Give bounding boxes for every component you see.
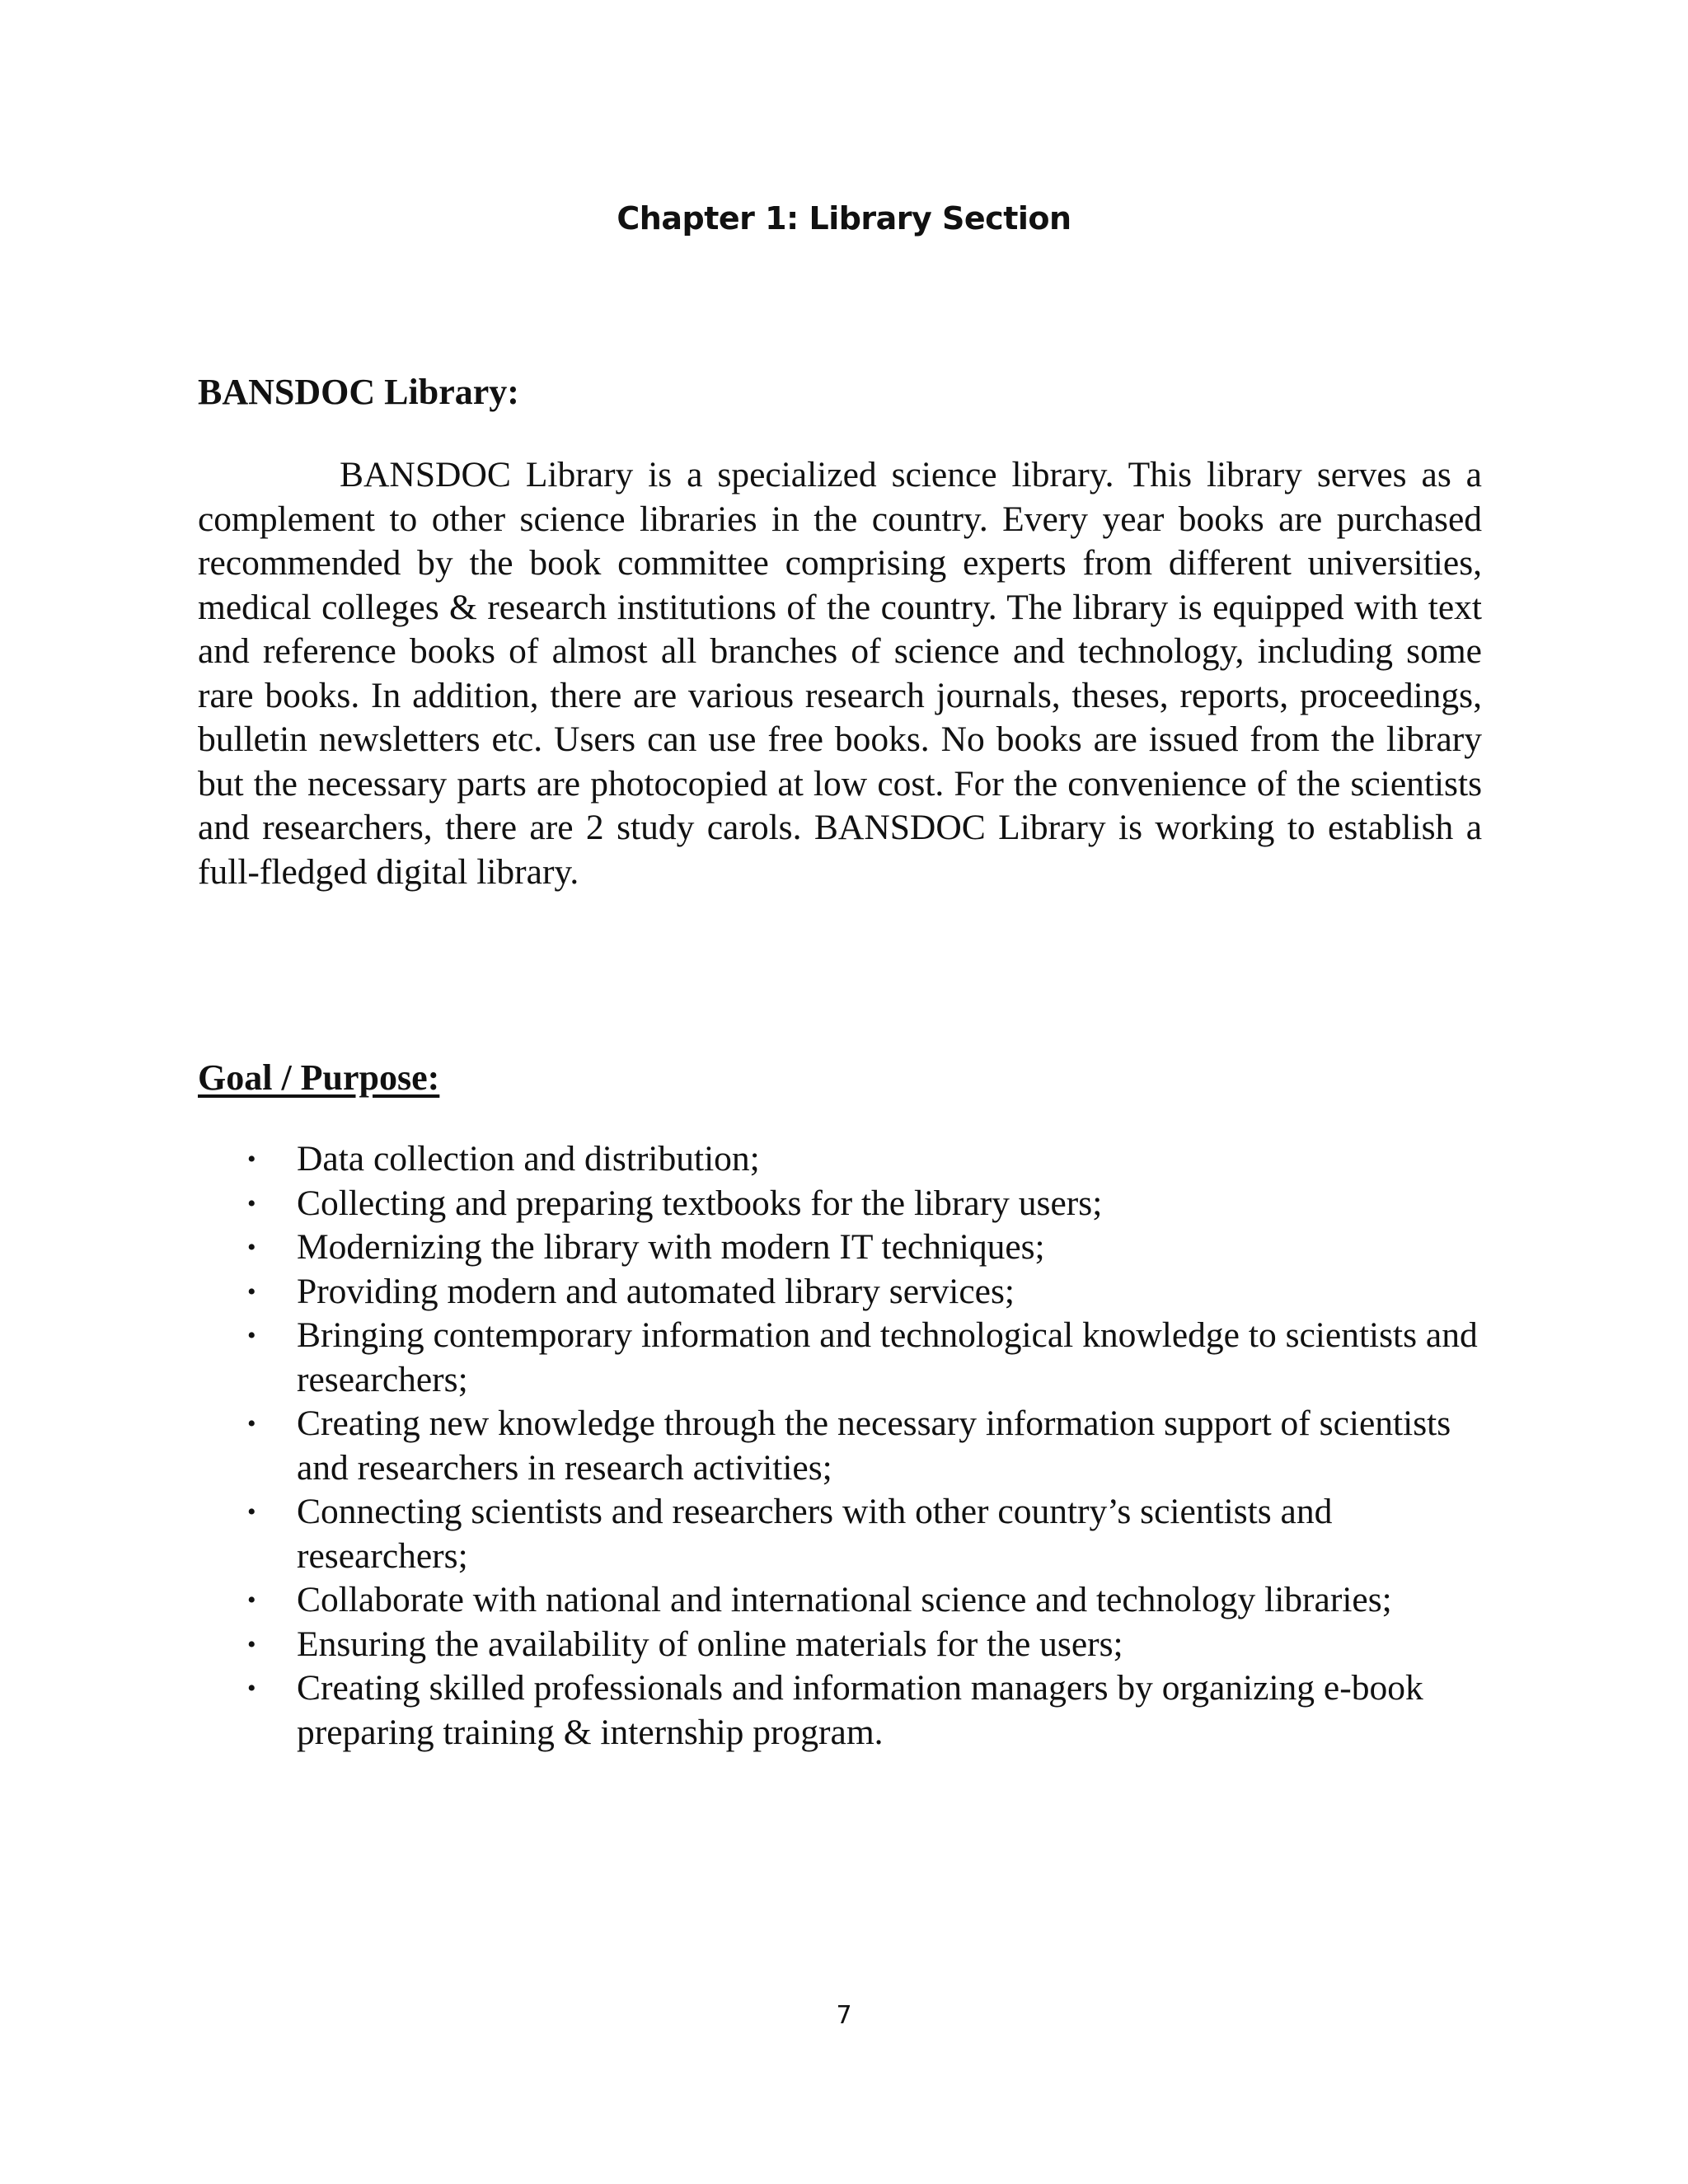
list-item	[198, 1490, 1484, 1578]
bullet-icon: •	[247, 1189, 256, 1217]
list-item-text: Modernizing the library with modern IT techniques;	[297, 1227, 1045, 1267]
list-item	[198, 1137, 1484, 1182]
list-item	[198, 1270, 1484, 1315]
list-item-text: Data collection and distribution;	[297, 1139, 760, 1179]
list-item	[198, 1226, 1484, 1270]
list-item	[198, 1402, 1484, 1490]
bullet-icon: •	[247, 1586, 256, 1614]
list-item-text: Ensuring the availability of online materials for the users;	[297, 1624, 1123, 1664]
bullet-icon: •	[247, 1146, 256, 1173]
bansdoc-heading: BANSDOC Library:	[198, 372, 519, 412]
bullet-icon: •	[247, 1410, 256, 1437]
bullet-icon: •	[247, 1322, 256, 1349]
list-item-text: Creating skilled professionals and information managers by organizing e-book preparing training & internship program.	[297, 1668, 1423, 1752]
chapter-title: Chapter 1: Library Section	[617, 200, 1071, 237]
page-number: 7	[836, 2001, 852, 2030]
list-item	[198, 1578, 1484, 1623]
bullet-icon: •	[247, 1277, 256, 1305]
list-item-text: Providing modern and automated library services;	[297, 1271, 1015, 1311]
bullet-icon: •	[247, 1234, 256, 1261]
list-item	[198, 1666, 1484, 1755]
bansdoc-paragraph: BANSDOC Library is a specialized science library. This library serves as a complement to other science libraries in the country. Every year books are purchased recommended by the book committee comprising experts from different universities, medical colleges & research institutions of the country. The library is equipped with text and reference books of almost all branches of science and technology, including some rare books. In addition, there are various research journals, theses, reports, proceedings, bulletin newsletters etc. Users can use free books. No books are issued from the library but the necessary parts are photocopied at low cost. For the convenience of the scientists and researchers, there are 2 study carols. BANSDOC Library is working to establish a full-fledged digital library.	[198, 455, 1482, 892]
list-item-text: Connecting scientists and researchers with other country’s scientists and researchers;	[297, 1492, 1333, 1576]
list-item-text: Bringing contemporary information and technological knowledge to scientists and researchers;	[297, 1315, 1478, 1399]
list-item	[198, 1182, 1484, 1226]
bullet-icon: •	[247, 1498, 256, 1526]
list-item	[198, 1314, 1484, 1402]
list-item-text: Collecting and preparing textbooks for the library users;	[297, 1183, 1103, 1223]
bullet-icon: •	[247, 1675, 256, 1702]
goal-heading: Goal / Purpose:	[198, 1057, 440, 1098]
list-item	[198, 1623, 1484, 1667]
goal-list	[198, 1137, 1484, 1755]
list-item-text: Creating new knowledge through the necessary information support of scientists and researchers in research activities;	[297, 1404, 1451, 1488]
bullet-icon: •	[247, 1630, 256, 1658]
list-item-text: Collaborate with national and international science and technology libraries;	[297, 1580, 1392, 1619]
